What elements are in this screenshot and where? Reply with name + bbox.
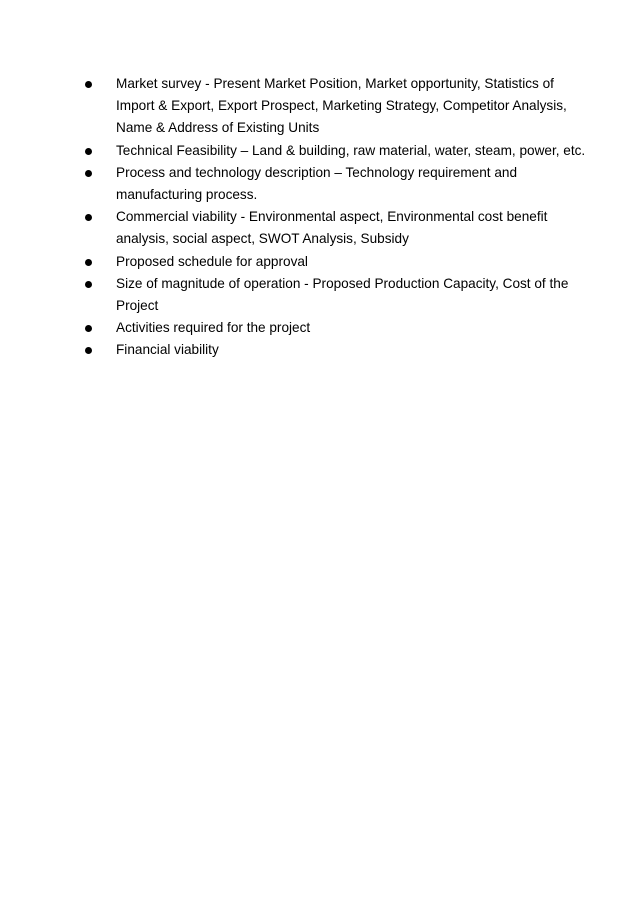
list-item-text [116,251,585,273]
text-line: Technical Feasibility – Land & building, raw material, water, steam, power, etc. [116,142,586,158]
text-line: Name & Address of Existing Units [116,120,320,136]
text-line: Activities required for the project [116,320,311,336]
text-line: Market survey - Present Market Position, Market opportunity, Statistics of [116,76,554,91]
list-item-market-survey [85,73,585,140]
list-item-text [116,140,585,162]
list-item-technical-feasibility [85,140,585,162]
text-line: Size of magnitude of operation - Proposed Production Capacity, Cost of the [116,275,569,291]
list-item-proposed-schedule [85,251,585,273]
list-item-financial-viability [85,339,585,361]
text-line: Commercial viability - Environmental aspect, Environmental cost benefit [116,209,548,225]
bullet-icon [85,259,92,266]
list-item-commercial-viability [85,206,585,250]
list-item-text [116,339,585,361]
text-line: Project [116,298,159,314]
list-item-process-technology [85,162,585,206]
bullet-list [85,73,585,362]
bullet-icon [85,170,92,177]
list-item-text [116,317,585,339]
text-line: Proposed schedule for approval [116,253,308,269]
bullet-icon [85,81,92,88]
text-line: Import & Export, Export Prospect, Marketing Strategy, Competitor Analysis, [116,98,567,114]
list-item-text [116,73,585,140]
bullet-icon [85,214,92,221]
list-item-text [116,206,585,250]
text-line: manufacturing process. [116,187,258,203]
bullet-icon [85,281,92,288]
bullet-icon [85,325,92,332]
text-line: Financial viability [116,342,219,358]
list-item-text [116,162,585,206]
list-item-text [116,273,585,317]
text-line: analysis, social aspect, SWOT Analysis, Subsidy [116,231,409,247]
bullet-icon [85,148,92,155]
list-item-size-of-operation [85,273,585,317]
list-item-activities-required [85,317,585,339]
text-line: Process and technology description – Technology requirement and [116,164,518,180]
bullet-icon [85,347,92,354]
